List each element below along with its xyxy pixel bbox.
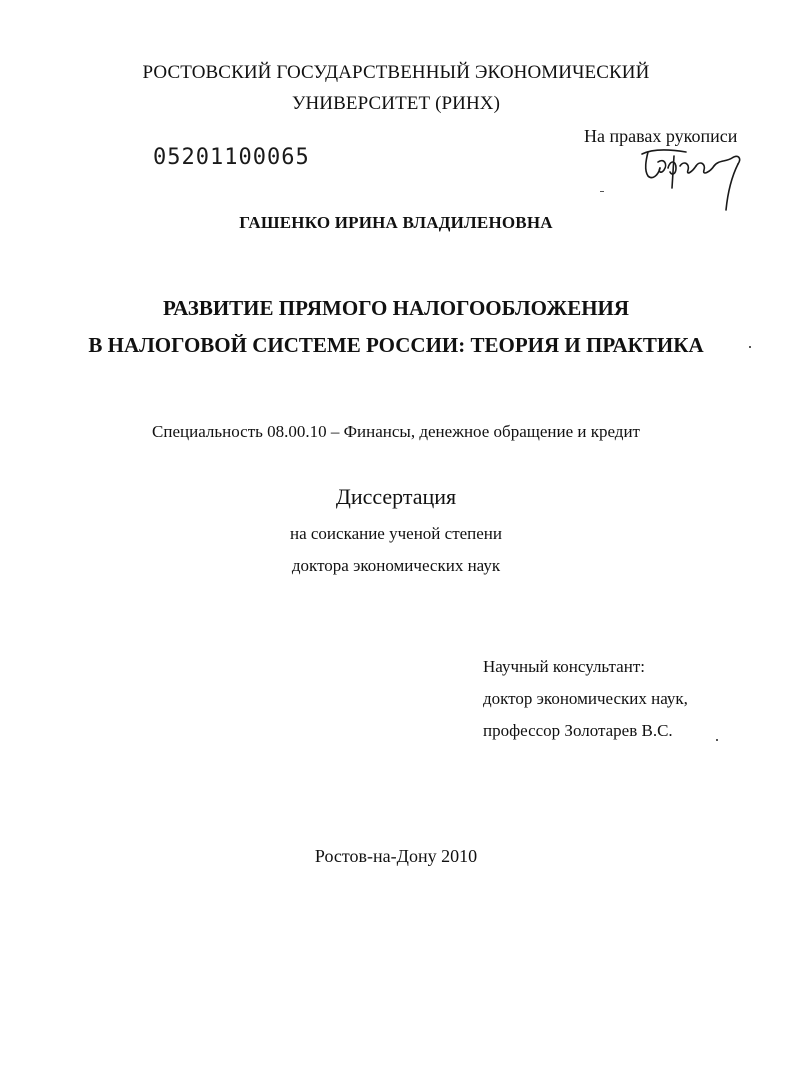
scan-speck [716,739,718,741]
dissertation-title-line2: В НАЛОГОВОЙ СИСТЕМЕ РОССИИ: ТЕОРИЯ И ПРАКТИКА [88,333,704,357]
handwritten-signature [634,146,749,216]
advisor-label: Научный консультант: [483,657,645,676]
university-name-line1: РОСТОВСКИЙ ГОСУДАРСТВЕННЫЙ ЭКОНОМИЧЕСКИЙ [142,62,650,83]
author-name: ГАШЕНКО ИРИНА ВЛАДИЛЕНОВНА [239,213,553,232]
scan-speck [749,346,751,348]
rights-note: На правах рукописи [584,126,738,146]
specialty: Специальность 08.00.10 – Финансы, денежное обращение и кредит [152,422,640,441]
university-name-line2: УНИВЕРСИТЕТ (РИНХ) [291,93,501,114]
document-type: Диссертация [335,484,457,509]
dissertation-title-line1: РАЗВИТИЕ ПРЯМОГО НАЛОГООБЛОЖЕНИЯ [162,296,630,320]
degree-line2: доктора экономических наук [291,556,501,575]
city-year: Ростов-на-Дону 2010 [314,846,478,866]
degree-line1: на соискание ученой степени [289,524,503,543]
scan-speck [600,191,604,192]
advisor-degree: доктор экономических наук, [483,689,688,708]
registration-code: 05201100065 [153,145,310,170]
advisor-name: профессор Золотарев В.С. [483,721,673,740]
